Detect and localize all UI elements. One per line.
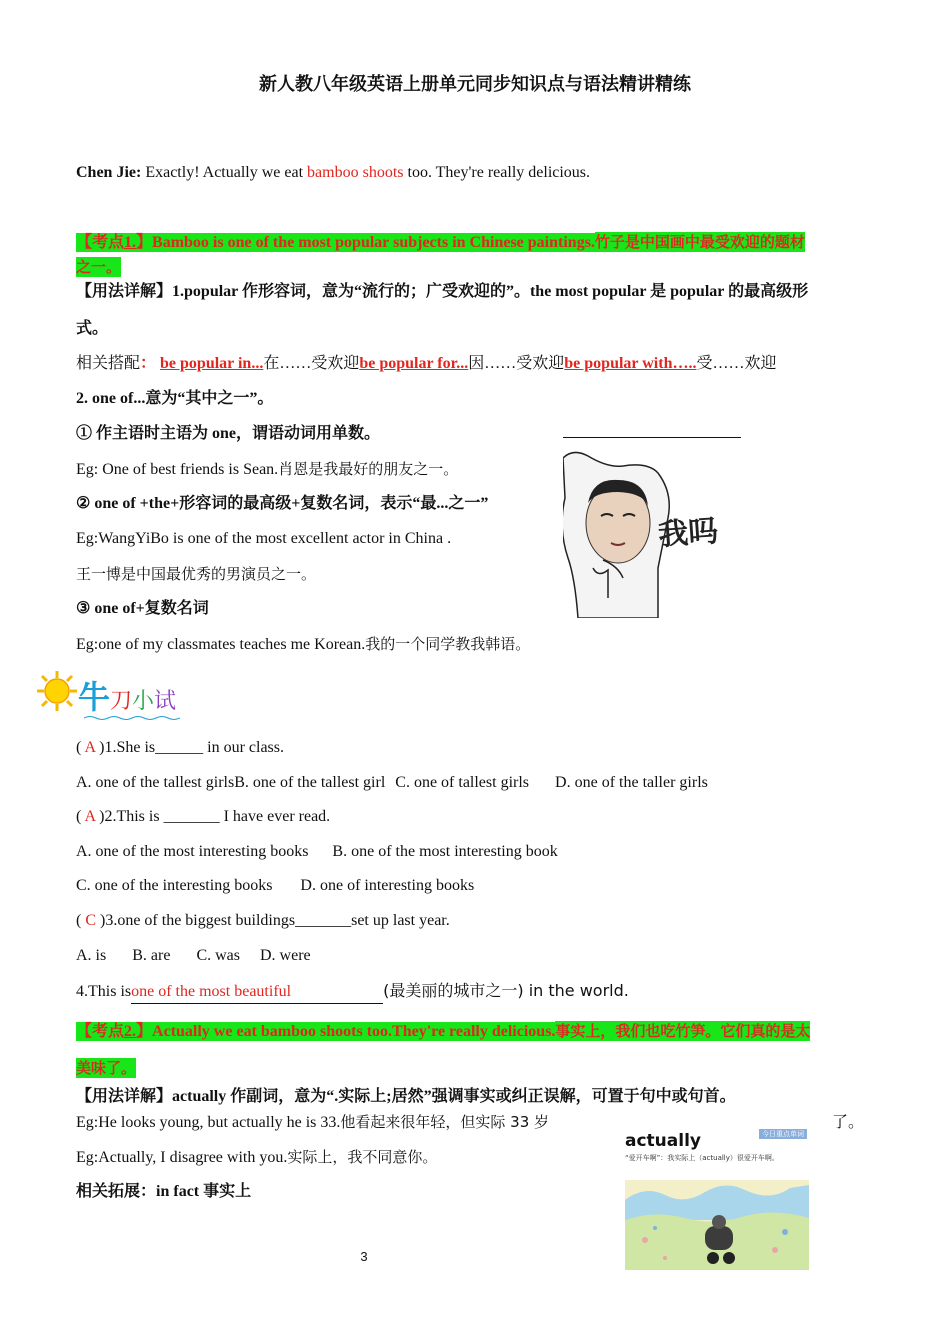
q2-option-d: D. one of interesting books bbox=[300, 877, 475, 894]
heading-char-3: 小 bbox=[132, 689, 155, 714]
question-4 bbox=[76, 980, 629, 1004]
q3-answer: C bbox=[85, 912, 96, 929]
usage-label: 【用法详解】 bbox=[76, 283, 173, 300]
question-3 bbox=[76, 910, 450, 932]
q3-open: ( bbox=[76, 912, 86, 929]
page-title: 新人教八年级英语上册单元同步知识点与语法精讲精练 bbox=[259, 74, 691, 95]
q3-option-a: A. is bbox=[76, 947, 107, 964]
q1-option-a: A. one of the tallest girls bbox=[76, 774, 235, 791]
meme-top-line bbox=[563, 437, 741, 438]
card-word: actually bbox=[625, 1131, 701, 1151]
q3-option-c: C. was bbox=[196, 947, 240, 964]
q1-option-d: D. one of the taller girls bbox=[555, 774, 708, 791]
rule3: ③ one of+复数名词 bbox=[76, 600, 209, 617]
phrase-popular-with: be popular with….. bbox=[564, 355, 697, 372]
point1-tag-open: 【考点 bbox=[76, 234, 125, 251]
question-1 bbox=[76, 737, 284, 759]
point2-eg2-en: Eg:Actually, I disagree with you. bbox=[76, 1149, 288, 1166]
eg2-en: Eg:WangYiBo is one of the most excellent actor in China . bbox=[76, 530, 452, 547]
q3-blank: _______ bbox=[295, 912, 352, 929]
meaning-popular-for: 因……受欢迎 bbox=[468, 355, 565, 372]
dialogue-text-after: too. They're really delicious. bbox=[403, 164, 591, 181]
heading-char-4: 试 bbox=[154, 689, 177, 714]
point2-usage bbox=[76, 1086, 736, 1108]
dialogue-text-before: Exactly! Actually we eat bbox=[141, 164, 308, 181]
point2-eg2 bbox=[76, 1146, 437, 1169]
point1-num: 1. bbox=[124, 234, 137, 251]
q4-after: (最美丽的城市之一) in the world. bbox=[383, 981, 629, 1000]
eg3-en: Eg:one of my classmates teaches me Korean. bbox=[76, 636, 366, 653]
q4-stem: 4.This is bbox=[76, 983, 132, 1000]
usage2-label: 【用法详解】 bbox=[76, 1088, 173, 1105]
meaning-popular-with: 受……欢迎 bbox=[696, 355, 777, 372]
extend-text: in fact 事实上 bbox=[156, 1183, 252, 1200]
eg1-cn: 肖恩是我最好的朋友之一。 bbox=[278, 460, 459, 478]
point2-eg2-cn: 实际上，我不同意你。 bbox=[287, 1148, 438, 1166]
point2-eg1-tail: 了。 bbox=[832, 1112, 865, 1131]
meaning-popular-in: 在……受欢迎 bbox=[263, 355, 360, 372]
point1-usage-line2: 式。 bbox=[76, 320, 109, 337]
point2-eg1-cn: 他看起来很年轻，但实际 33 岁 bbox=[340, 1113, 550, 1131]
sun-icon bbox=[36, 670, 78, 712]
rule1: ① 作主语时主语为 one，谓语动词用单数。 bbox=[76, 425, 381, 442]
dialogue-line bbox=[76, 162, 590, 184]
q3-rest: set up last year. bbox=[351, 912, 450, 929]
q2-blank: _______ bbox=[163, 808, 220, 825]
q2-option-b: B. one of the most interesting book bbox=[332, 843, 558, 860]
point1-usage-line1 bbox=[76, 281, 808, 303]
q2-stem: )2.This is bbox=[95, 808, 164, 825]
eg1 bbox=[76, 458, 458, 481]
point2-eg1 bbox=[76, 1111, 549, 1134]
meme-image bbox=[563, 448, 743, 618]
q3-options bbox=[76, 945, 311, 967]
card-caption: “爱开车啊”：我实际上（actually）很爱开车啊。 bbox=[625, 1154, 779, 1162]
q2-option-a: A. one of the most interesting books bbox=[76, 843, 309, 860]
q3-option-d: D. were bbox=[260, 947, 311, 964]
point2-tag-close: 】 bbox=[136, 1023, 153, 1040]
point1-heading bbox=[76, 230, 874, 280]
point2-heading bbox=[76, 1013, 874, 1087]
q2-answer: A bbox=[84, 808, 96, 825]
extend-label: 相关拓展： bbox=[76, 1183, 157, 1200]
point2-translation-2: 美味了。 bbox=[76, 1059, 137, 1077]
usage-text: 1.popular 作形容词，意为“流行的；广受欢迎的”。the most popular 是 popular 的最高级形 bbox=[172, 283, 809, 300]
point1-tag-close: 】 bbox=[136, 234, 153, 251]
q1-blank: ______ bbox=[155, 739, 204, 756]
point2-sentence: Actually we eat bamboo shoots too.They're really delicious. bbox=[152, 1023, 556, 1040]
collocation-colon: ： bbox=[140, 355, 157, 372]
point2-eg1-en: Eg:He looks young, but actually he is 33. bbox=[76, 1114, 341, 1131]
q1-rest: in our class. bbox=[203, 739, 284, 756]
q2-options-row2 bbox=[76, 875, 474, 897]
point2-translation-1: 事实上，我们也吃竹笋。它们真的是太 bbox=[555, 1022, 811, 1040]
rule2: ② one of +the+形容词的最高级+复数名词，表示“最...之一” bbox=[76, 495, 489, 512]
q3-stem: )3.one of the biggest buildings bbox=[96, 912, 296, 929]
q1-stem: )1.She is bbox=[95, 739, 156, 756]
eg1-en: Eg: One of best friends is Sean. bbox=[76, 461, 279, 478]
question-2 bbox=[76, 806, 330, 828]
eg2-cn: 王一博是中国最优秀的男演员之一。 bbox=[76, 565, 317, 583]
q1-option-b: B. one of the tallest girl bbox=[234, 774, 386, 791]
eg3-cn: 我的一个同学教我韩语。 bbox=[365, 635, 531, 653]
collocation-label: 相关搭配 bbox=[76, 355, 141, 372]
meme-text: 我吗 bbox=[657, 513, 720, 554]
page-number: 3 bbox=[360, 1249, 368, 1264]
q2-open: ( bbox=[76, 808, 85, 825]
speaker-label: Chen Jie: bbox=[76, 164, 142, 181]
heading-wave bbox=[84, 708, 180, 714]
point1-translation-2: 之一。 bbox=[76, 258, 122, 276]
eg3 bbox=[76, 633, 530, 656]
heading-char-2: 刀 bbox=[110, 689, 133, 714]
q1-answer: A bbox=[84, 739, 96, 756]
dialogue-highlight: bamboo shoots bbox=[307, 164, 404, 181]
item2-heading: 2. one of...意为“其中之一”。 bbox=[76, 390, 274, 407]
point2-tag-open: 【考点 bbox=[76, 1023, 125, 1040]
usage2-text: actually 作副词，意为“.实际上;居然”强调事实或纠正误解，可置于句中或句首。 bbox=[172, 1088, 736, 1105]
q2-option-c: C. one of the interesting books bbox=[76, 877, 273, 894]
q1-options bbox=[76, 772, 708, 794]
q2-rest: I have ever read. bbox=[219, 808, 331, 825]
collocation-line bbox=[76, 353, 776, 375]
q1-option-c: C. one of tallest girls bbox=[395, 774, 530, 791]
card-badge: 今日重点单词 bbox=[759, 1129, 807, 1139]
point1-sentence: Bamboo is one of the most popular subjects in Chinese paintings. bbox=[152, 234, 595, 251]
q1-open: ( bbox=[76, 739, 85, 756]
phrase-popular-in: be popular in... bbox=[160, 355, 264, 372]
phrase-popular-for: be popular for... bbox=[359, 355, 469, 372]
point2-num: 2. bbox=[124, 1023, 137, 1040]
heading-char-1: 牛 bbox=[78, 678, 111, 716]
q3-option-b: B. are bbox=[132, 947, 171, 964]
point2-extend bbox=[76, 1181, 251, 1203]
q4-answer: one of the most beautiful bbox=[131, 981, 383, 1004]
q2-options-row1 bbox=[76, 841, 558, 863]
point1-translation-1: 竹子是中国画中最受欢迎的题材 bbox=[594, 233, 805, 251]
